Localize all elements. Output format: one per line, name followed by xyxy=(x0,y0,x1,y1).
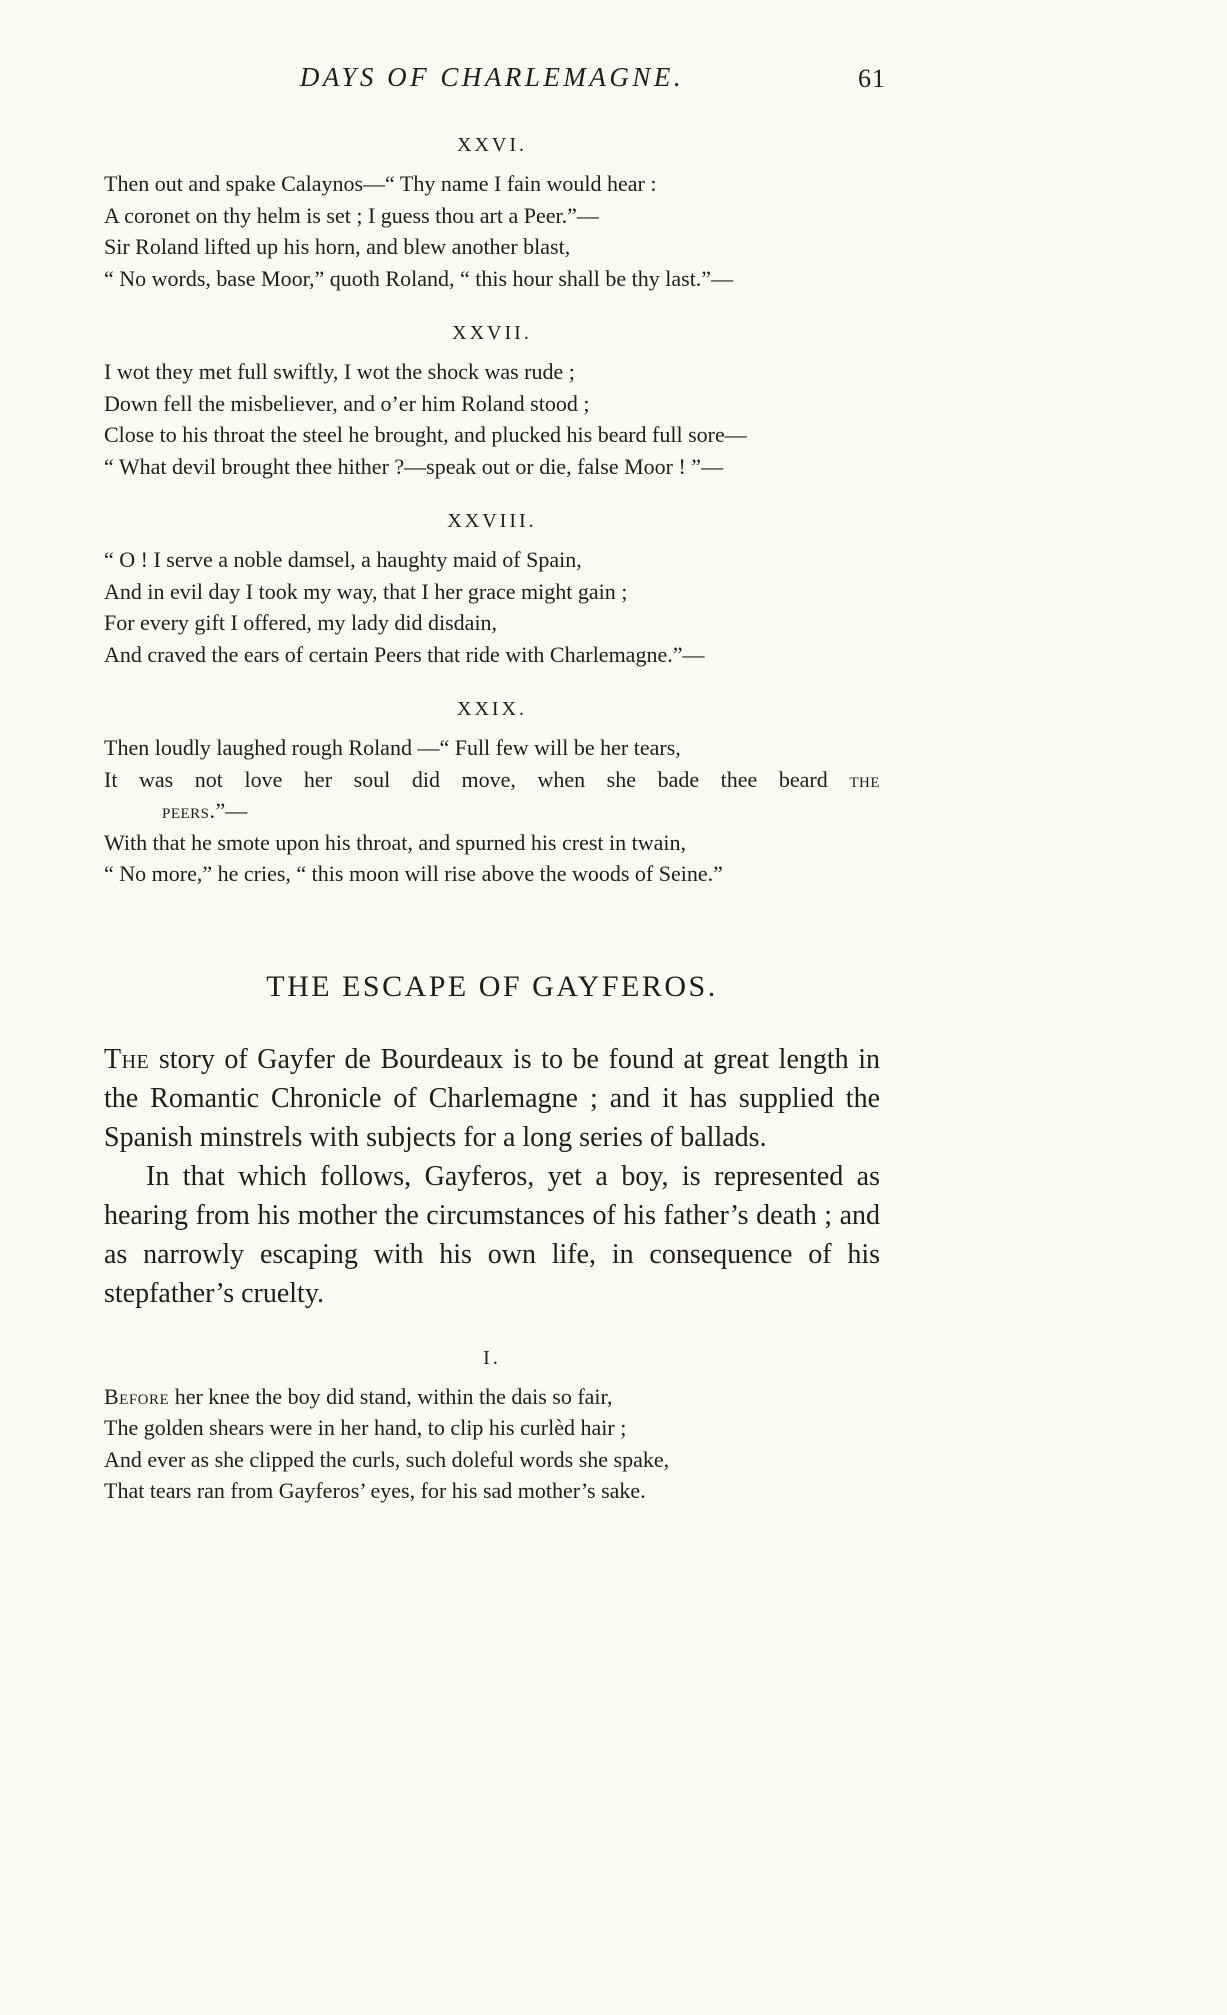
text-run: I wot they met full swiftly, I wot the shock was rude ; xyxy=(104,359,575,384)
final-stanza-lines xyxy=(104,1381,880,1507)
stanza xyxy=(104,134,880,294)
text-run: ”— xyxy=(215,798,248,823)
verse-line xyxy=(104,639,880,671)
paragraph xyxy=(104,1040,880,1157)
text-run: “ No words, base Moor,” quoth Roland, “ this hour shall be thy last.”— xyxy=(104,265,734,291)
text-run: A coronet on thy helm is set ; I guess thou art a Peer.”— xyxy=(104,202,599,228)
text-run: “ What devil brought thee hither ?—speak out or die, false Moor ! ”— xyxy=(104,453,724,479)
stanza xyxy=(104,510,880,670)
verse-line xyxy=(104,168,880,200)
section-title: THE ESCAPE OF GAYFEROS. xyxy=(266,969,718,1003)
verse-line xyxy=(104,419,880,451)
verse-line xyxy=(104,827,880,859)
verse-line xyxy=(104,858,880,890)
text-run: story of Gayfer de Bourdeaux is to be found at great length in the Romantic Chronicle of Charlemagne ; and it has supplied the Spanish minstrels with subjects for a long series of ballads. xyxy=(104,1043,880,1153)
verse-line xyxy=(104,732,880,764)
text-run: Then out and spake Calaynos—“ Thy name I fain would hear : xyxy=(104,171,657,196)
verse-line xyxy=(104,607,880,639)
text-run: It was not love her soul did move, when she bade thee beard xyxy=(104,766,850,792)
text-run: Then loudly laughed rough Roland —“ Full few will be her tears, xyxy=(104,735,681,760)
text-run: With that he smote upon his throat, and spurned his crest in twain, xyxy=(104,829,687,855)
text-run: Down fell the misbeliever, and o’er him Roland stood ; xyxy=(104,390,590,416)
verse-line xyxy=(104,795,880,827)
verse-line xyxy=(104,356,880,388)
stanza-number: XXIX. xyxy=(457,698,527,720)
section-paragraphs xyxy=(104,1040,880,1313)
text-run: “ O ! I serve a noble damsel, a haughty maid of Spain, xyxy=(104,547,582,572)
stanza xyxy=(104,698,880,890)
paragraph xyxy=(104,1157,880,1313)
stanza-list xyxy=(104,134,880,890)
verse-line xyxy=(104,451,880,483)
verse-line xyxy=(104,263,880,295)
text-run: The golden shears were in her hand, to clip his curlèd hair ; xyxy=(104,1415,627,1440)
text-run: Close to his throat the steel he brought, and plucked his beard full sore— xyxy=(104,422,747,447)
text-run: her knee the boy did stand, within the dais so fair, xyxy=(169,1383,613,1409)
page-body xyxy=(104,134,880,1507)
verse-line xyxy=(104,388,880,420)
small-caps-text: peers. xyxy=(162,798,216,823)
verse-line xyxy=(104,1444,880,1476)
page-header xyxy=(104,62,886,100)
small-caps-text: Before xyxy=(104,1383,170,1409)
verse-line xyxy=(104,200,880,232)
stanza-number: XXVII. xyxy=(452,322,532,344)
running-head: DAYS OF CHARLEMAGNE. xyxy=(299,62,685,92)
small-caps-text: the xyxy=(849,766,880,792)
text-run: Sir Roland lifted up his horn, and blew another blast, xyxy=(104,234,571,259)
stanza-number: XXVIII. xyxy=(447,510,537,532)
text-run: For every gift I offered, my lady did disdain, xyxy=(104,610,498,635)
verse-line xyxy=(104,1381,880,1413)
stanza xyxy=(104,322,880,482)
final-stanza xyxy=(104,1347,880,1507)
stanza-number: XXVI. xyxy=(457,134,527,156)
verse-line xyxy=(104,1475,880,1507)
verse-line xyxy=(104,231,880,263)
text-run: In that which follows, Gayferos, yet a boy, is represented as hearing from his mother the circumstances of his father’s death ; and as narrowly escaping with his own life, in consequence of his stepfather’s cruelty. xyxy=(104,1160,880,1309)
page-number: 61 xyxy=(858,64,886,93)
verse-line xyxy=(104,1412,880,1444)
text-run: And in evil day I took my way, that I her grace might gain ; xyxy=(104,578,628,604)
verse-line xyxy=(104,576,880,608)
text-run: And craved the ears of certain Peers that ride with Charlemagne.”— xyxy=(104,641,705,667)
text-run: That tears ran from Gayferos’ eyes, for his sad mother’s sake. xyxy=(104,1478,646,1503)
small-caps-text: The xyxy=(104,1043,150,1075)
text-run: And ever as she clipped the curls, such doleful words she spake, xyxy=(104,1446,670,1472)
text-run: “ No more,” he cries, “ this moon will rise above the woods of Seine.” xyxy=(104,861,723,886)
verse-line xyxy=(104,764,880,796)
verse-line xyxy=(104,544,880,576)
stanza-number: I. xyxy=(483,1346,501,1369)
